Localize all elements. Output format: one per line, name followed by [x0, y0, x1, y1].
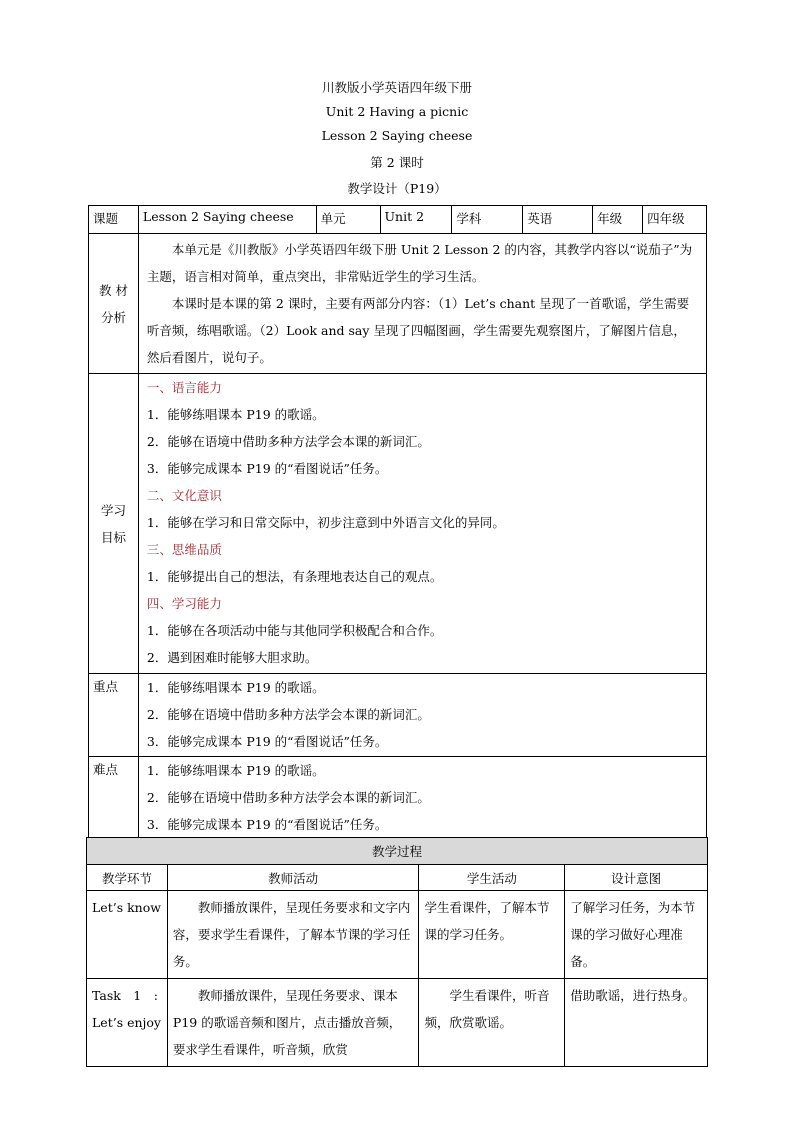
key-points-content: [138, 674, 706, 757]
objectives-label-2: 目标: [100, 529, 126, 545]
analysis-row: [89, 234, 707, 374]
step-cell: Let’s know: [87, 891, 168, 979]
difficulty-item: 3．能够完成课本 P19 的“看图说话”任务。: [146, 817, 388, 832]
design-intent: 借助歌谣，进行热身。: [565, 979, 708, 1067]
header-intent: 设计意图: [565, 865, 708, 891]
step-label-2: Let’s enjoy: [92, 1015, 161, 1030]
doc-title-lesson: Lesson 2 Saying cheese: [321, 128, 473, 143]
analysis-paragraph-1: 本单元是《川教版》小学英语四年级下册 Unit 2 Lesson 2 的内容，其教学内容以“说茄子”为主题，语言相对简单，重点突出，非常贴近学生的学习生活。: [146, 242, 693, 284]
step-cell: [87, 979, 168, 1067]
doc-title-period: 第 2 课时: [370, 155, 424, 170]
analysis-label-2: 分析: [100, 309, 126, 325]
grade-label: 年级: [593, 206, 643, 234]
objective-item: 1．能够练唱课本 P19 的歌谣。: [146, 407, 325, 422]
key-points-row: [89, 674, 707, 757]
student-activity: 学生看课件，听音频，欣赏歌谣。: [419, 979, 565, 1067]
design-intent: 了解学习任务，为本节课的学习做好心理准备。: [565, 891, 708, 979]
objective-section-title: 三、思维品质: [146, 542, 222, 557]
objective-item: 1．能够在各项活动中能与其他同学积极配合和合作。: [146, 623, 443, 638]
student-activity: 学生看课件，了解本节课的学习任务。: [419, 891, 565, 979]
difficulties-label: 难点: [89, 757, 139, 841]
objective-section-title: 一、语言能力: [146, 380, 222, 395]
unit-label: 单元: [316, 206, 380, 234]
difficulties-content: [138, 757, 706, 841]
info-row: [89, 206, 707, 234]
objective-item: 3．能够完成课本 P19 的“看图说话”任务。: [146, 461, 388, 476]
key-points-label: 重点: [89, 674, 139, 757]
objective-item: 2．能够在语境中借助多种方法学会本课的新词汇。: [146, 434, 430, 449]
analysis-content: [138, 234, 706, 374]
objectives-content: [138, 374, 706, 674]
topic-value: Lesson 2 Saying cheese: [138, 206, 316, 234]
doc-title-unit: Unit 2 Having a picnic: [325, 104, 469, 119]
analysis-label-cell: [89, 234, 139, 374]
objectives-label-cell: [89, 374, 139, 674]
subject-value: 英语: [523, 206, 593, 234]
process-header-row: [87, 865, 708, 891]
grade-value: 四年级: [643, 206, 707, 234]
objective-section-title: 四、学习能力: [146, 596, 222, 611]
objective-item: 1．能够提出自己的想法，有条理地表达自己的观点。: [146, 569, 443, 584]
unit-value: Unit 2: [380, 206, 452, 234]
step-label-1: Task 1 :: [92, 988, 158, 1003]
key-point-item: 2．能够在语境中借助多种方法学会本课的新词汇。: [146, 707, 430, 722]
key-point-item: 3．能够完成课本 P19 的“看图说话”任务。: [146, 734, 388, 749]
teacher-activity: 教师播放课件，呈现任务要求和文字内容，要求学生看课件，了解本节课的学习任务。: [167, 891, 419, 979]
difficulties-row: [89, 757, 707, 841]
objective-section-title: 二、文化意识: [146, 488, 222, 503]
objectives-row: [89, 374, 707, 674]
objective-item: 2．遇到困难时能够大胆求助。: [146, 650, 318, 665]
topic-label: 课题: [89, 206, 139, 234]
doc-title-design: 教学设计（P19）: [347, 181, 447, 196]
difficulty-item: 2．能够在语境中借助多种方法学会本课的新词汇。: [146, 790, 430, 805]
teaching-process-table: [86, 837, 708, 1067]
process-row: [87, 979, 708, 1067]
process-title-row: [87, 838, 708, 865]
key-point-item: 1．能够练唱课本 P19 的歌谣。: [146, 680, 325, 695]
analysis-paragraph-2: 本课时是本课的第 2 课时，主要有两部分内容：（1）Let’s chant 呈现了一首歌谣，学生需要听音频，练唱歌谣。（2）Look and say 呈现了四幅图画，学生需要先观察图片，了解图片信息，然后看图片，说句子。: [146, 296, 690, 365]
difficulty-item: 1．能够练唱课本 P19 的歌谣。: [146, 763, 325, 778]
doc-title-book: 川教版小学英语四年级下册: [321, 80, 472, 95]
teacher-activity: 教师播放课件，呈现任务要求、课本 P19 的歌谣音频和图片，点击播放音频，要求学生看课件，听音频，欣赏: [167, 979, 419, 1067]
analysis-label-1: 教 材: [98, 282, 128, 298]
header-step: 教学环节: [87, 865, 168, 891]
header-student: 学生活动: [419, 865, 565, 891]
header-teacher: 教师活动: [167, 865, 419, 891]
process-title: 教学过程: [87, 838, 708, 865]
lesson-info-table: [88, 205, 707, 841]
objectives-label-1: 学习: [100, 502, 126, 518]
objective-item: 1．能够在学习和日常交际中，初步注意到中外语言文化的异同。: [146, 515, 505, 530]
subject-label: 学科: [452, 206, 523, 234]
process-row: [87, 891, 708, 979]
